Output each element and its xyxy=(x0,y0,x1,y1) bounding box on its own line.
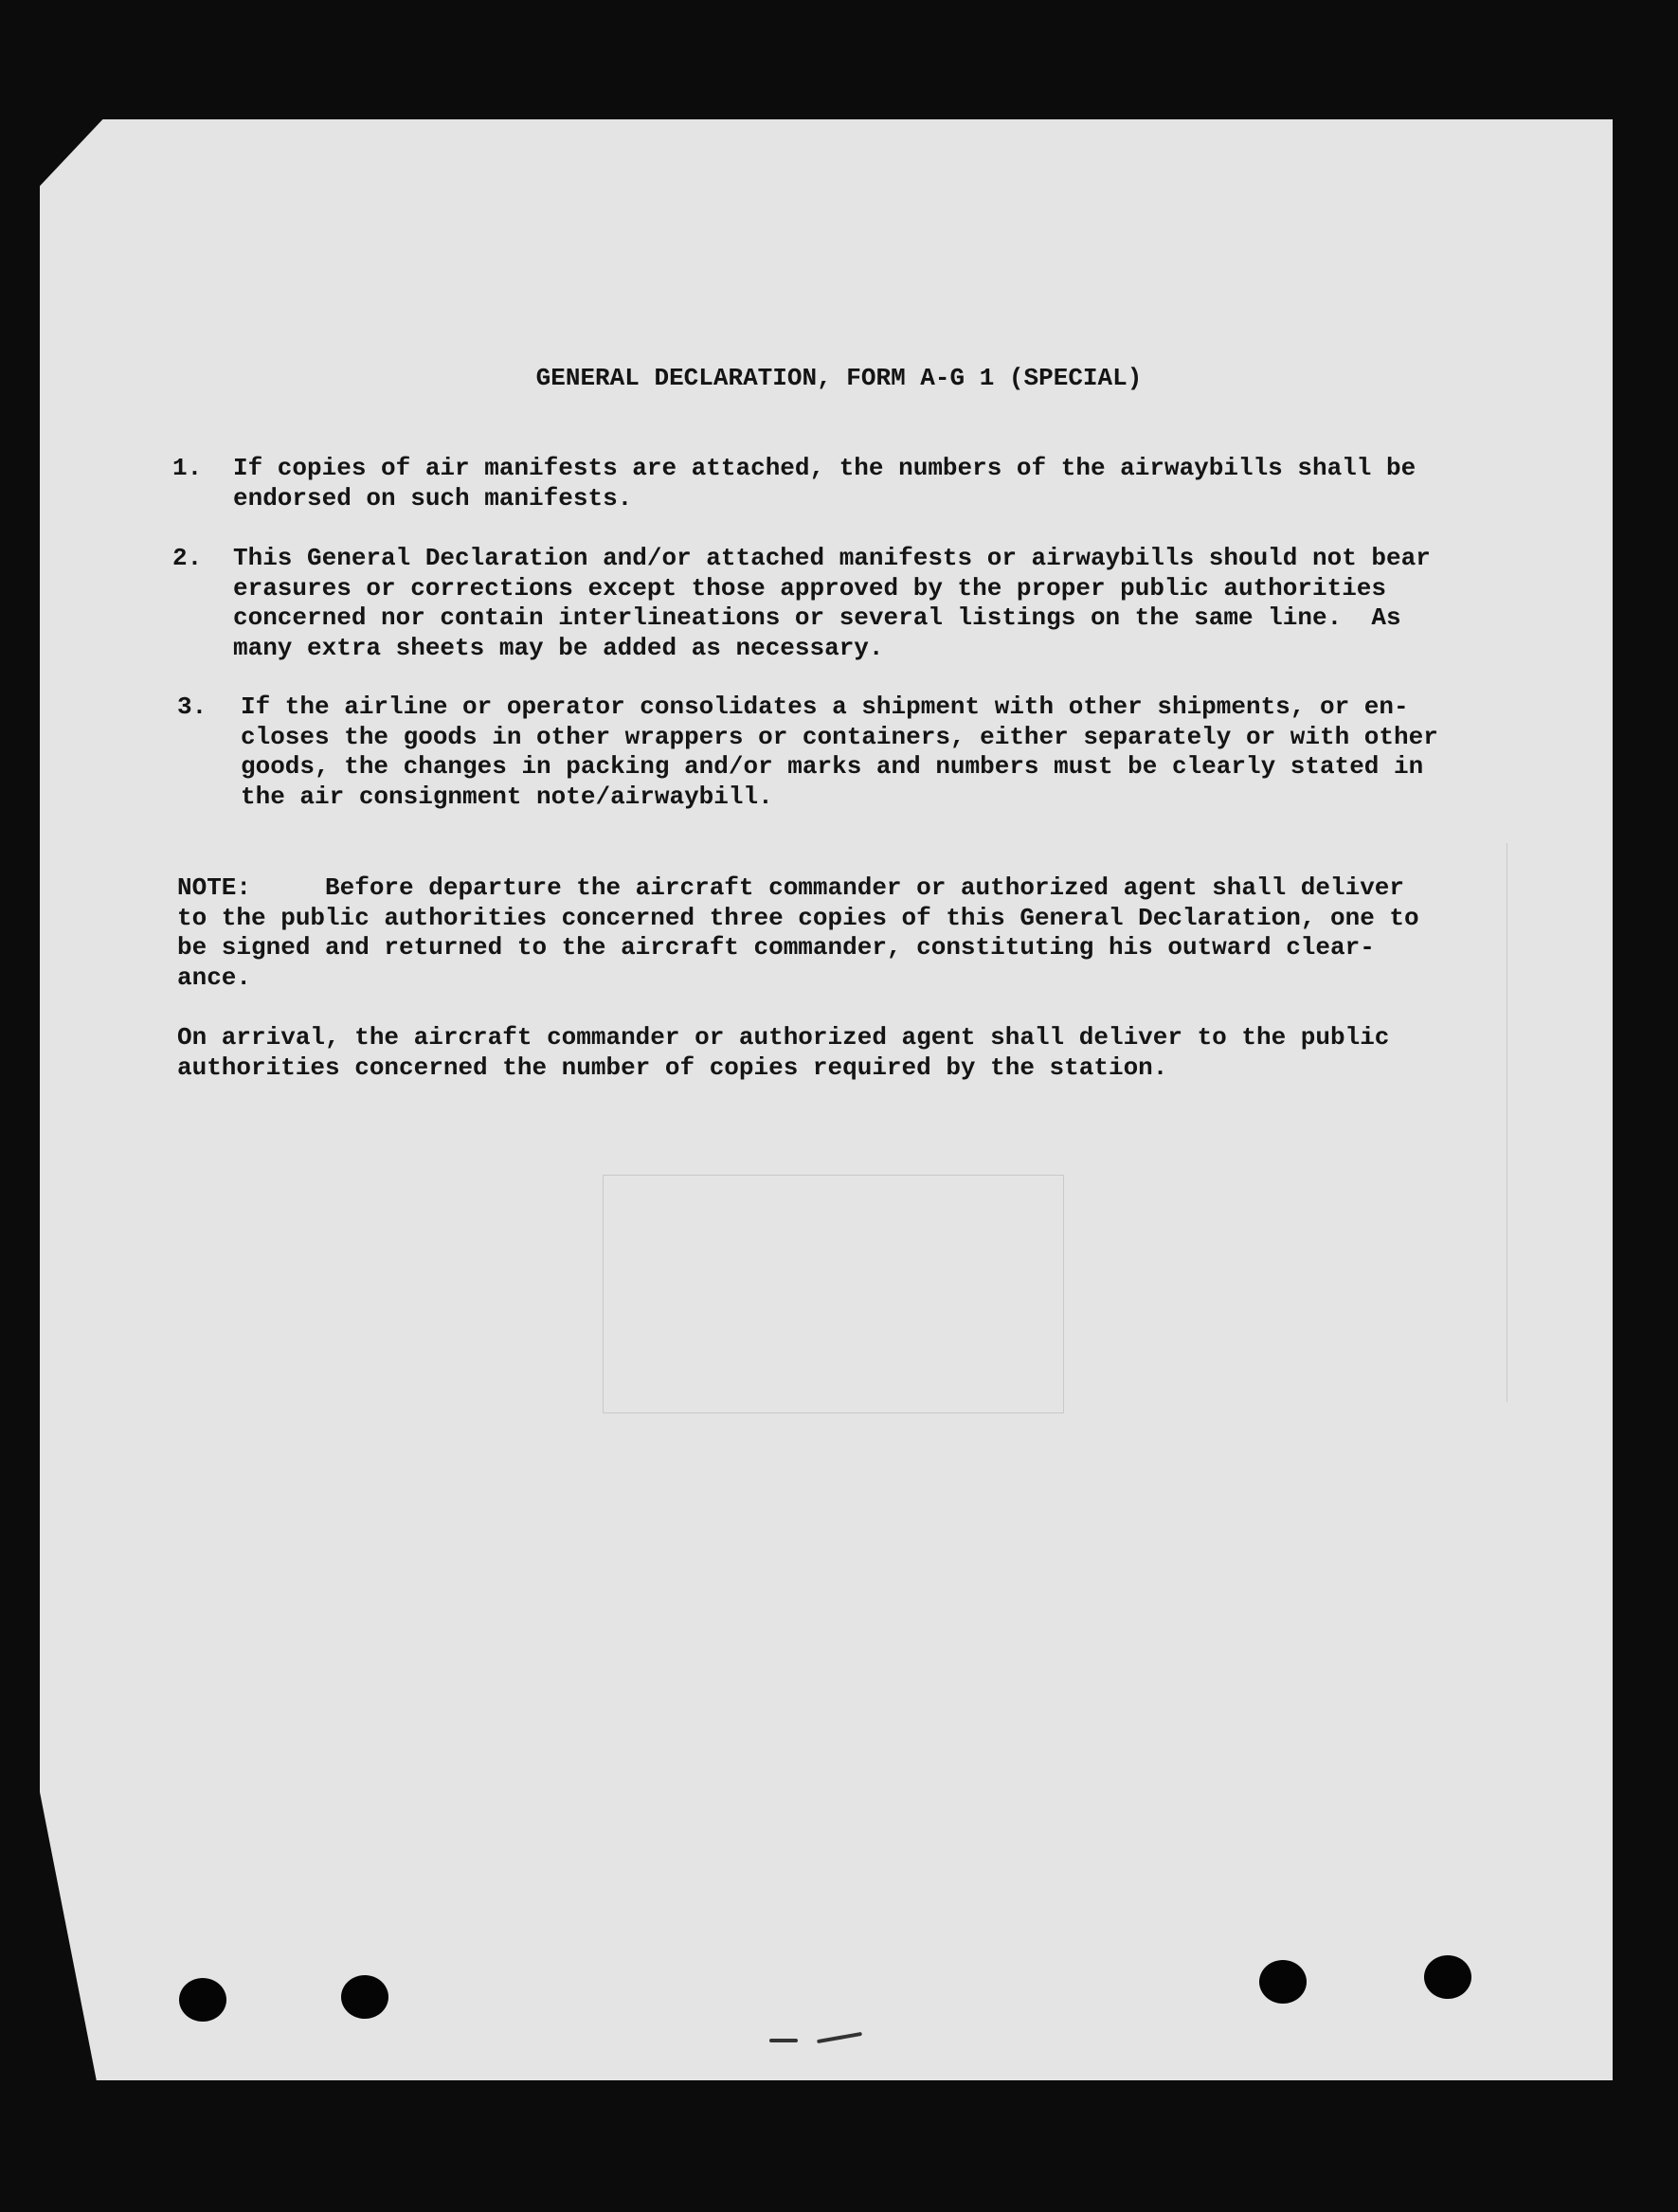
item-3-line-4: the air consignment note/airwaybill. xyxy=(241,782,773,811)
note-paragraph xyxy=(177,873,1419,993)
item-1-line-2: endorsed on such manifests. xyxy=(233,483,633,513)
bleed-through-box xyxy=(603,1175,1064,1413)
item-3-line-1: If the airline or operator consolidates a shipment with other shipments, or en- xyxy=(241,692,1409,721)
item-3-text xyxy=(241,692,1438,812)
item-2-line-2: erasures or corrections except those approved by the proper public authorities xyxy=(233,573,1386,602)
item-3-line-2: closes the goods in other wrappers or containers, either separately or with other xyxy=(241,722,1438,751)
note-line-4: ance. xyxy=(177,962,252,992)
punch-hole-2 xyxy=(341,1975,388,2019)
item-2-line-3: concerned nor contain interlineations or several listings on the same line. As xyxy=(233,603,1401,632)
item-number-1: 1. xyxy=(172,454,203,482)
arrival-line-2: authorities concerned the number of copies required by the station. xyxy=(177,1052,1168,1082)
note-line-2: to the public authorities concerned three copies of this General Declaration, one to xyxy=(177,903,1419,932)
item-number-3: 3. xyxy=(177,692,207,721)
item-number-2: 2. xyxy=(172,544,203,572)
item-2-text xyxy=(233,544,1431,663)
item-3-line-3: goods, the changes in packing and/or marks and numbers must be clearly stated in xyxy=(241,752,1424,781)
punch-hole-1 xyxy=(179,1978,226,2022)
note-line-1: NOTE: Before departure the aircraft commander or authorized agent shall deliver xyxy=(177,873,1405,902)
arrival-line-1: On arrival, the aircraft commander or authorized agent shall deliver to the public xyxy=(177,1023,1390,1052)
punch-hole-3 xyxy=(1259,1960,1307,2004)
punch-hole-4 xyxy=(1424,1955,1471,1999)
arrival-paragraph xyxy=(177,1023,1389,1083)
item-1-line-1: If copies of air manifests are attached, the numbers of the airwaybills shall be xyxy=(233,454,1416,482)
paper-sheet xyxy=(40,119,1613,2080)
note-line-3: be signed and returned to the aircraft commander, constituting his outward clear- xyxy=(177,933,1375,962)
bleed-through-box-right xyxy=(1478,843,1507,1402)
item-2-line-4: many extra sheets may be added as necessary. xyxy=(233,633,884,662)
item-1-text xyxy=(233,454,1416,513)
pencil-mark xyxy=(769,2039,798,2042)
document-title: GENERAL DECLARATION, FORM A-G 1 (SPECIAL) xyxy=(535,364,1143,392)
item-2-line-1: This General Declaration and/or attached manifests or airwaybills should not bear xyxy=(233,544,1431,572)
